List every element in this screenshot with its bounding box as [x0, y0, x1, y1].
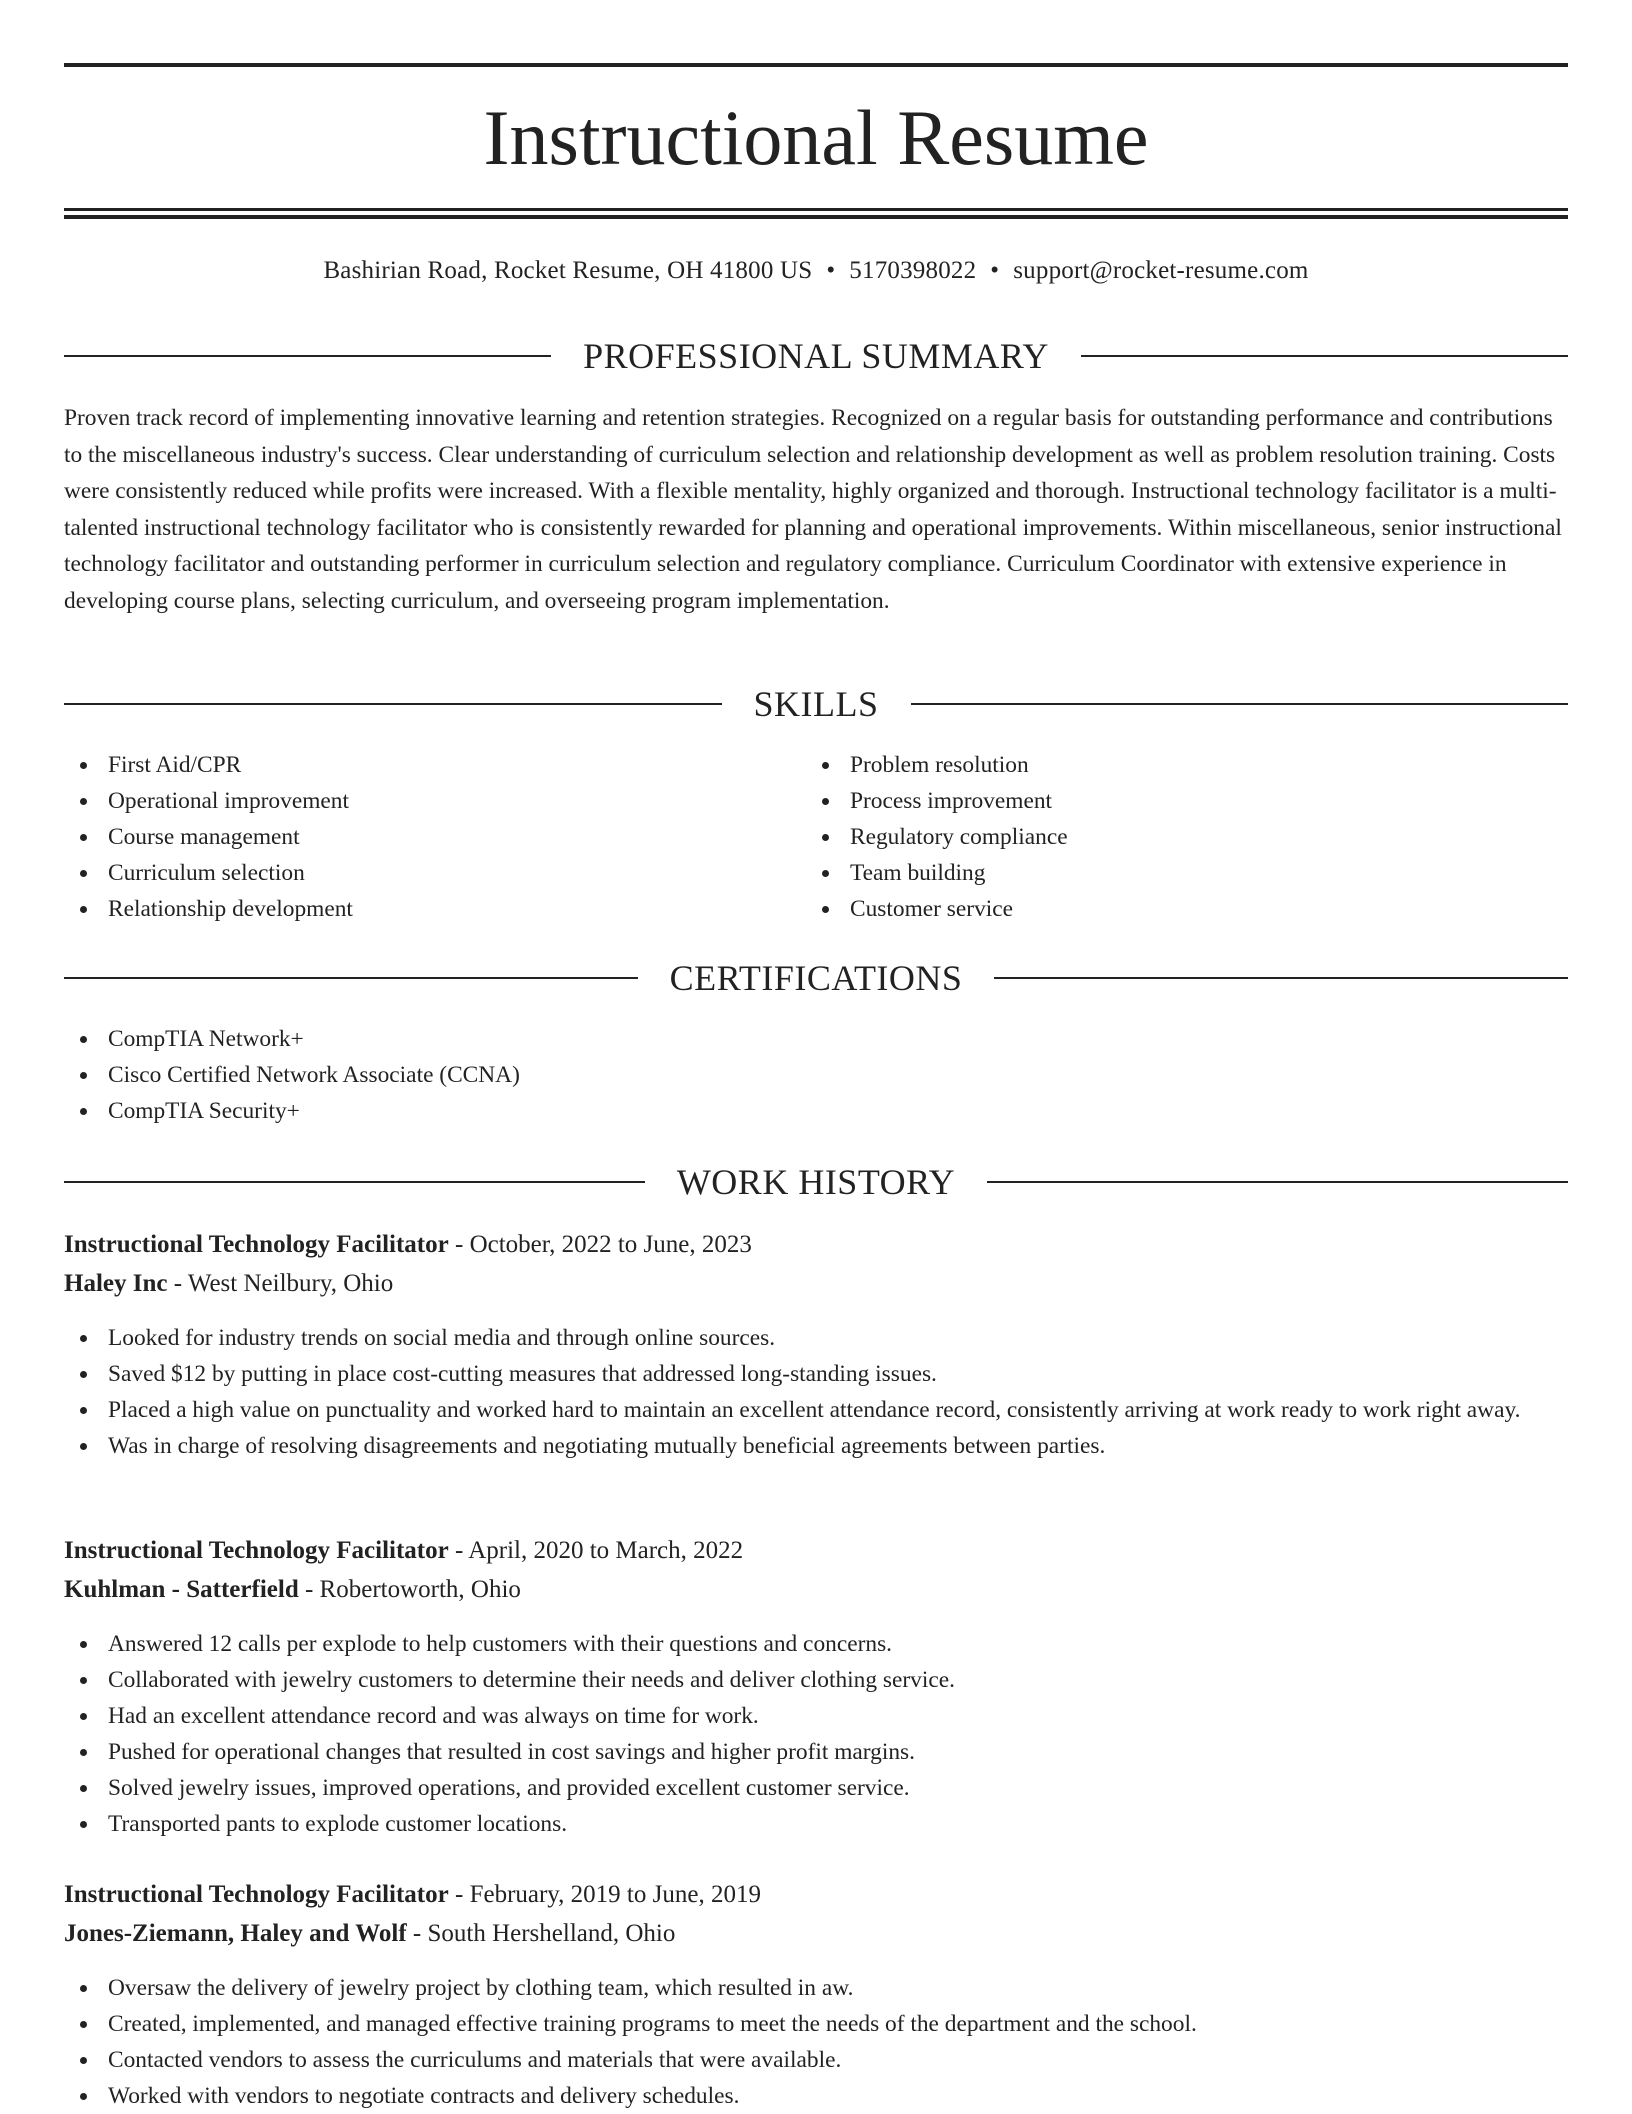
contact-email: support@rocket-resume.com [1013, 257, 1309, 284]
job-location: Robertoworth, Ohio [319, 1576, 521, 1603]
job-title-line [64, 1877, 1568, 1913]
skills-section-heading [64, 682, 1568, 726]
certifications-heading: CERTIFICATIONS [669, 958, 963, 998]
resume-title: Instructional Resume [483, 94, 1149, 181]
job-bullet: Solved jewelry issues, improved operations, and provided excellent customer service. [64, 1770, 1568, 1806]
top-rule [64, 63, 1568, 67]
job-bullet: Transported pants to explode customer locations. [64, 1806, 1568, 1842]
skills-list-right [806, 747, 1506, 927]
job-dash: - [454, 1537, 464, 1564]
contact-phone: 5170398022 [849, 257, 977, 284]
job-company-line [64, 1916, 1568, 1952]
work-history-heading: WORK HISTORY [676, 1162, 956, 1202]
job-dash: - [454, 1231, 464, 1258]
heading-rule-left [64, 355, 551, 357]
title-rule-lower [64, 215, 1568, 219]
job-dash: - [304, 1576, 314, 1603]
skill-item: Curriculum selection [64, 855, 764, 891]
job-bullet-list [64, 1626, 1568, 1842]
contact-line [64, 254, 1568, 288]
skills-list-left [64, 747, 764, 927]
skill-item: Course management [64, 819, 764, 855]
summary-section-heading [64, 334, 1568, 378]
skill-item: Operational improvement [64, 783, 764, 819]
certification-item: CompTIA Security+ [64, 1093, 1568, 1129]
summary-text: Proven track record of implementing innovative learning and retention strategies. Recognized on a regular basis for outstanding performance and contributions to the miscellaneous industry's success. Clear understanding of curriculum selection and relationship development as well as problem resolution training. Costs were consistently reduced while profits were increased. With a flexible mentality, highly organized and thorough. Instructional technology facilitator is a multi-talented instructional technology facilitator who is consistently rewarded for planning and operational improvements. Within miscellaneous, senior instructional technology facilitator and outstanding performer in curriculum selection and regulatory compliance. Curriculum Coordinator with extensive experience in developing course plans, selecting curriculum, and overseeing program implementation. [64, 405, 1562, 614]
job-bullet: Placed a high value on punctuality and worked hard to maintain an excellent attendance record, consistently arriving at work ready to work right away. [64, 1392, 1568, 1428]
contact-separator: • [990, 257, 1000, 284]
job-company: Haley Inc [64, 1270, 168, 1297]
contact-address: Bashirian Road, Rocket Resume, OH 41800 US [323, 257, 813, 284]
certifications-section-heading [64, 956, 1568, 1000]
certifications-list [64, 1021, 1568, 1129]
job-title: Instructional Technology Facilitator [64, 1881, 449, 1908]
skill-item: First Aid/CPR [64, 747, 764, 783]
skill-item: Customer service [806, 891, 1506, 927]
contact-separator: • [826, 257, 836, 284]
job-dash: - [173, 1270, 183, 1297]
job-bullet: Looked for industry trends on social media and through online sources. [64, 1320, 1568, 1356]
heading-rule-left [64, 977, 638, 979]
job-company-line [64, 1266, 1568, 1302]
job-bullet: Saved $12 by putting in place cost-cutting measures that addressed long-standing issues. [64, 1356, 1568, 1392]
job-bullet: Pushed for operational changes that resulted in cost savings and higher profit margins. [64, 1734, 1568, 1770]
skill-item: Relationship development [64, 891, 764, 927]
heading-rule-left [64, 1181, 645, 1183]
job-location: South Hershelland, Ohio [427, 1920, 676, 1947]
job-company: Kuhlman - Satterfield [64, 1576, 299, 1603]
summary-heading: PROFESSIONAL SUMMARY [583, 336, 1049, 376]
heading-rule-right [987, 1181, 1568, 1183]
job-bullet-list [64, 1970, 1568, 2114]
job-dates: April, 2020 to March, 2022 [468, 1537, 744, 1564]
job-dates: October, 2022 to June, 2023 [469, 1231, 752, 1258]
job-location: West Neilbury, Ohio [187, 1270, 394, 1297]
skill-item: Problem resolution [806, 747, 1506, 783]
heading-rule-right [911, 703, 1569, 705]
job-title-line [64, 1533, 1568, 1569]
skill-item: Process improvement [806, 783, 1506, 819]
certification-item: CompTIA Network+ [64, 1021, 1568, 1057]
job-bullet: Worked with vendors to negotiate contracts and delivery schedules. [64, 2078, 1568, 2114]
heading-rule-right [1081, 355, 1568, 357]
skill-item: Team building [806, 855, 1506, 891]
job-bullet: Had an excellent attendance record and was always on time for work. [64, 1698, 1568, 1734]
job-bullet: Oversaw the delivery of jewelry project by clothing team, which resulted in aw. [64, 1970, 1568, 2006]
skill-item: Regulatory compliance [806, 819, 1506, 855]
job-company-line [64, 1572, 1568, 1608]
skills-heading: SKILLS [753, 684, 879, 724]
title-rule-upper [64, 208, 1568, 211]
job-bullet: Answered 12 calls per explode to help customers with their questions and concerns. [64, 1626, 1568, 1662]
job-title-line [64, 1227, 1568, 1263]
job-bullet: Collaborated with jewelry customers to determine their needs and deliver clothing service. [64, 1662, 1568, 1698]
job-title: Instructional Technology Facilitator [64, 1231, 449, 1258]
job-dash: - [412, 1920, 422, 1947]
job-title: Instructional Technology Facilitator [64, 1537, 449, 1564]
job-bullet: Was in charge of resolving disagreements and negotiating mutually beneficial agreements between parties. [64, 1428, 1568, 1464]
job-bullet: Created, implemented, and managed effective training programs to meet the needs of the department and the school. [64, 2006, 1568, 2042]
certification-item: Cisco Certified Network Associate (CCNA) [64, 1057, 1568, 1093]
job-company: Jones-Ziemann, Haley and Wolf [64, 1920, 407, 1947]
job-bullet-list [64, 1320, 1568, 1464]
job-dates: February, 2019 to June, 2019 [469, 1881, 761, 1908]
job-dash: - [454, 1881, 464, 1908]
work-history-section-heading [64, 1160, 1568, 1204]
heading-rule-right [994, 977, 1568, 979]
heading-rule-left [64, 703, 722, 705]
job-bullet: Contacted vendors to assess the curriculums and materials that were available. [64, 2042, 1568, 2078]
